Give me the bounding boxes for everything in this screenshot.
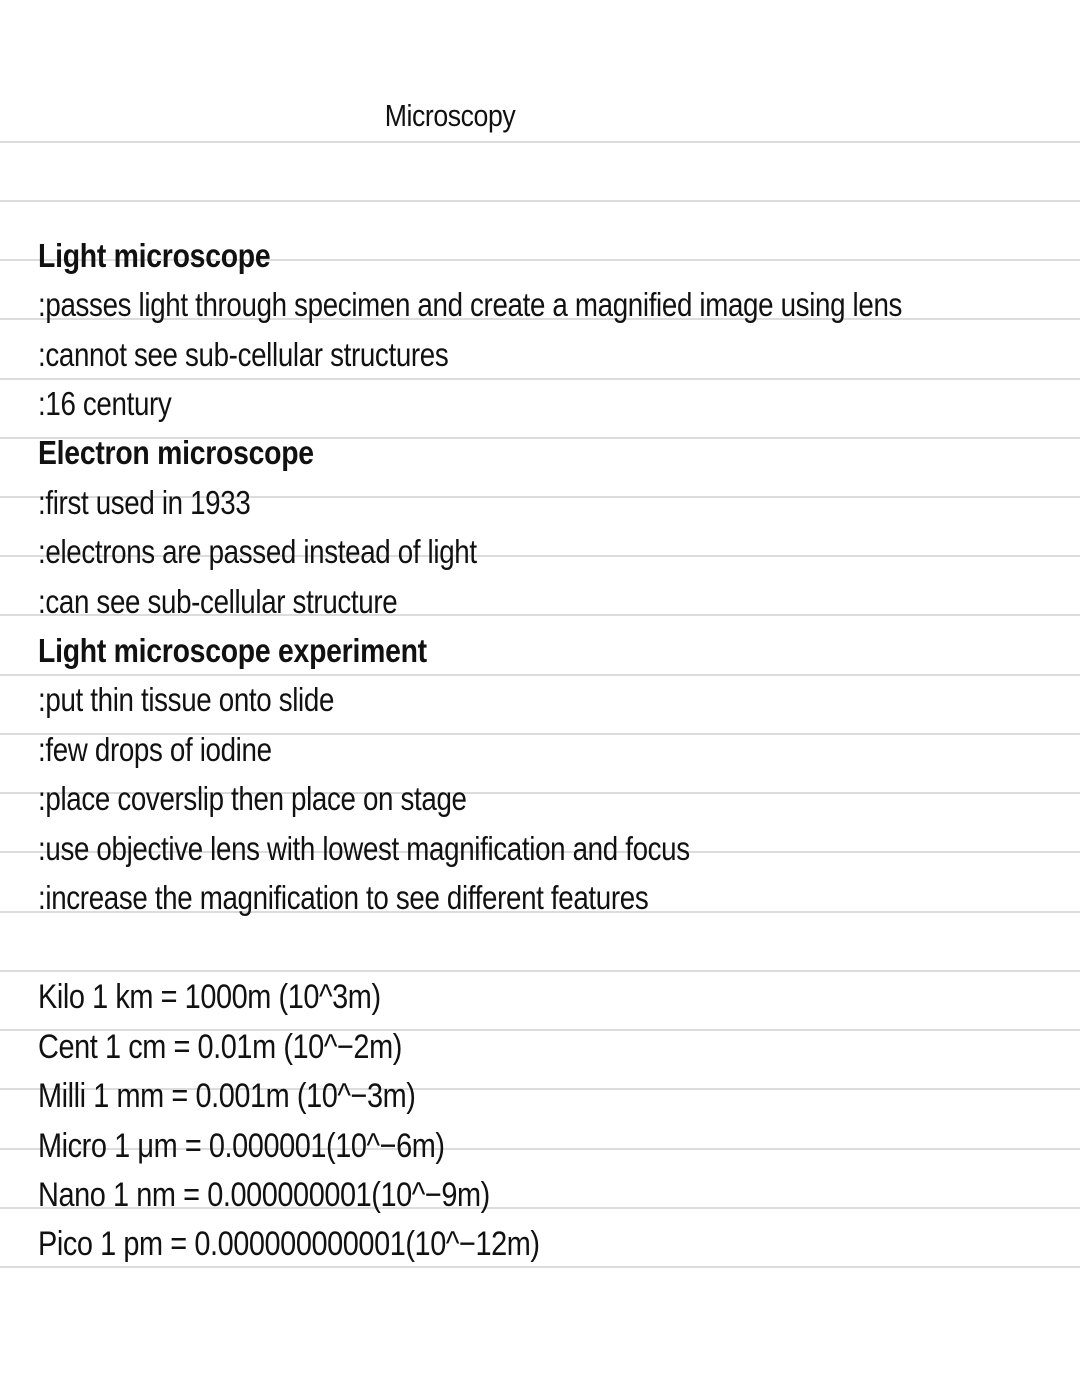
note-line: :first used in 1933 [38, 484, 251, 521]
ruled-line [0, 1266, 1080, 1268]
ruled-line [0, 970, 1080, 972]
unit-conversion-line: Pico 1 pm = 0.000000000001(10^−12m) [38, 1225, 540, 1263]
note-line: :increase the magnification to see different features [38, 879, 649, 916]
note-line: :can see sub-cellular structure [38, 583, 398, 620]
note-line: :few drops of iodine [38, 731, 272, 768]
section-heading-light-microscope-experiment: Light microscope experiment [38, 632, 427, 669]
note-line: :passes light through specimen and create a magnified image using lens [38, 286, 903, 323]
unit-conversion-line: Milli 1 mm = 0.001m (10^−3m) [38, 1077, 416, 1115]
note-line: :cannot see sub-cellular structures [38, 336, 449, 373]
section-heading-electron-microscope: Electron microscope [38, 434, 314, 471]
unit-conversion-line: Nano 1 nm = 0.000000001(10^−9m) [38, 1176, 490, 1214]
ruled-line [0, 141, 1080, 143]
unit-conversion-line: Cent 1 cm = 0.01m (10^−2m) [38, 1028, 402, 1066]
unit-conversion-line: Micro 1 μm = 0.000001(10^−6m) [38, 1127, 445, 1165]
section-heading-light-microscope: Light microscope [38, 237, 271, 274]
note-line: :use objective lens with lowest magnification and focus [38, 830, 690, 867]
note-line: :electrons are passed instead of light [38, 533, 477, 570]
ruled-line [0, 674, 1080, 676]
unit-conversion-line: Kilo 1 km = 1000m (10^3m) [38, 978, 381, 1016]
note-line: :put thin tissue onto slide [38, 681, 335, 718]
ruled-line [0, 378, 1080, 380]
note-line: :place coverslip then place on stage [38, 780, 467, 817]
ruled-line [0, 200, 1080, 202]
page-title: Microscopy [384, 98, 516, 133]
note-line: :16 century [38, 385, 172, 422]
